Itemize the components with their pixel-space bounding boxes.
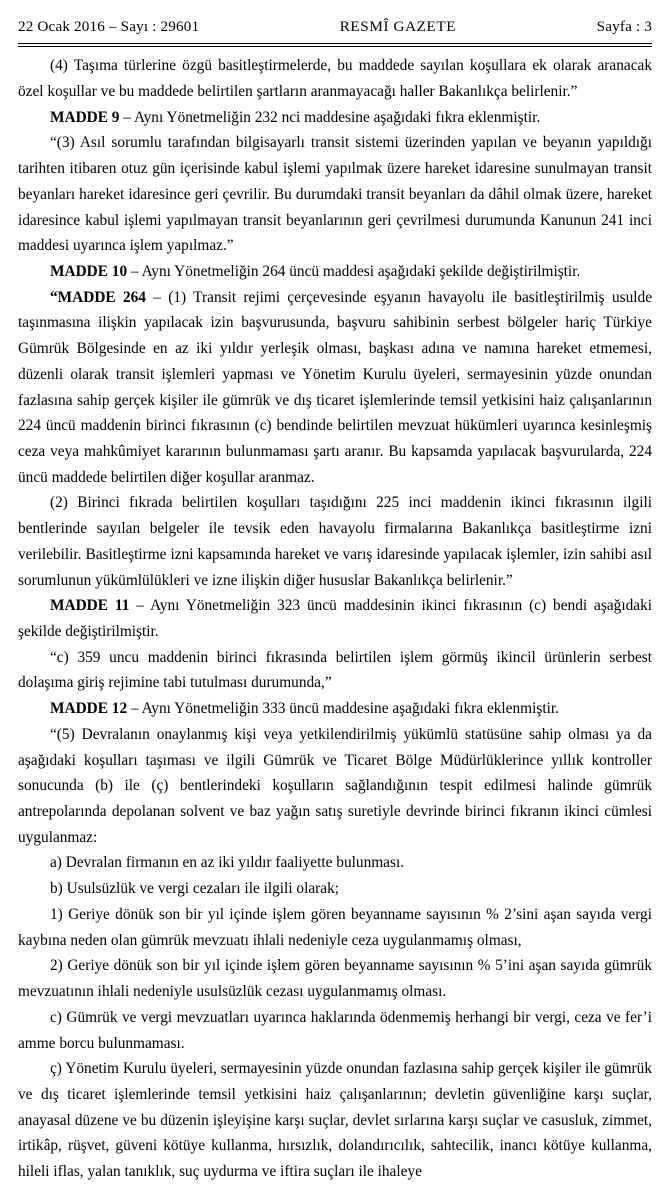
paragraph-text: “c) 359 uncu maddenin birinci fıkrasında belirtilen işlem görmüş ikincil ürünlerin serbest dolaşıma giriş rejimine tabi tutulması durumunda,” [18,648,652,692]
madde-11-heading [18,593,652,644]
paragraph-text: “(5) Devralanın onaylanmış kişi veya yetkilendirilmiş yükümlü statüsüne sahip olması ya da aşağıdaki koşulları taşıması ve ilgili Gümrük ve Ticaret Bölge Müdürlüklerince yıllık kontroller sonucunda (b) ile (ç) bentlerindeki koşulların sağlandığının tespit edilmesi halinde gümrük antrepolarında depolanan solvent ve baz yağın satış suretiyle devrinde birinci fıkranın ikinci cümlesi uygulanmaz: [18,725,652,846]
header-divider-rule [18,43,652,47]
bent-b-2 [18,953,652,1004]
madde-10-heading [18,259,652,285]
madde-9-heading [18,105,652,131]
bent-b-1 [18,902,652,953]
paragraph-text: c) Gümrük ve vergi mevzuatları uyarınca haklarında ödenmemiş herhangi bir vergi, ceza ve fer’i amme borcu bulunmaması. [18,1008,652,1052]
paragraph-text: (4) Taşıma türlerine özgü basitleştirmelerde, bu maddede sayılan koşullara ek olarak aranacak özel koşullar ve bu maddede belirtilen şartların aranmayacağı haller Bakanlıkça belirlenir.” [18,57,652,100]
paragraph-text: 2) Geriye dönük son bir yıl içinde işlem gören beyanname sayısının % 5’ini aşan sayıda gümrük mevzuatının ihlali nedeniyle usulsüzlük cezası uygulanmamış olması. [18,957,652,1001]
paragraph-text: – (1) Transit rejimi çerçevesinde eşyanın havayolu ile basitleştirilmiş usulde taşınmasına ilişkin yapılacak izin başvurusunda, başvuru sahibinin serbest bölgeler hariç Türkiye Gümrük Bölgesinde en az iki yıldır yerleşik olması, başkası adına ve namına hareket etmemesi, düzenli olarak transit işlemleri yapması ve Yönetim Kurulu üyeleri, sermayesinin yüzde onundan fazlasına sahip gerçek kişiler ile gümrük ve dış ticaret işlemlerinde temsil yetkisini haiz çalışanlarının 224 üncü maddenin birinci fıkrasının (c) bendinde belirtilen mevzuat hükümleri uyarınca kesinleşmiş ceza veya mahkûmiyet kararının bulunmaması şartı aranır. Bu kapsamda yapılacak başvurularda, 224 üncü maddede belirtilen diğer koşullar aranmaz. [18,288,653,486]
bent-c [18,1005,652,1056]
paragraph-text: b) Usulsüzlük ve vergi cezaları ile ilgili olarak; [50,880,340,898]
paragraph-text: (2) Birinci fıkrada belirtilen koşulları taşıdığını 225 inci maddenin ikinci fıkrasının ilgili bentlerinde sayılan belgeler ile tevsik eden havayolu firmalarına Bakanlıkça basitleştirme izni verilebilir. Basitleştirme izni kapsamında hareket ve varış idaresinde yapılacak işlemler, izin sahibi asıl sorumlunun yükümlülükleri ve izne ilişkin diğer hususlar Bakanlıkça belirlenir.” [18,494,652,589]
paragraph-text: 1) Geriye dönük son bir yıl içinde işlem gören beyanname sayısının % 2’sini aşan sayıda vergi kaybına neden olan gümrük mevzuatı ihlali nedeniyle ceza uygulanmamış olması, [18,905,652,949]
madde-label: “MADDE 264 [50,288,146,306]
document-body [18,53,652,1185]
paragraph-text: ç) Yönetim Kurulu üyeleri, sermayesinin yüzde onundan fazlasına sahip gerçek kişiler ile gümrük ve dış ticaret işlemlerinde temsil yetkisini haiz çalışanlarının; devletin güvenliğine karşı suçlar, anayasal düzene ve bu düzenin işleyişine karşı suçlar, devlet sırlarına karşı suçlar ve casusluk, zimmet, irtikâp, rüşvet, güveni kötüye kullanma, hırsızlık, dolandırıcılık, sahtecilik, inancı kötüye kullanma, hileli iflas, yalan tanıklık, suç uydurma ve iftira suçları ile ihaleye [18,1060,652,1181]
bent-b [18,876,652,902]
paragraph-text: – Aynı Yönetmeliğin 323 üncü maddesinin ikinci fıkrasının (c) bendi aşağıdaki şekilde değiştirilmiştir. [18,597,653,640]
madde-12-heading [18,696,652,722]
paragraph-text: – Aynı Yönetmeliğin 264 üncü maddesi aşağıdaki şekilde değiştirilmiştir. [127,262,581,280]
paragraph-text: – Aynı Yönetmeliğin 333 üncü maddesine aşağıdaki fıkra eklenmiştir. [127,700,559,718]
para-2-birinci-fikra [18,490,652,593]
para-3-asil-sorumlu [18,130,652,259]
madde-label: MADDE 11 [50,597,130,615]
paragraph-text: – Aynı Yönetmeliğin 232 nci maddesine aşağıdaki fıkra eklenmiştir. [119,108,541,126]
madde-label: MADDE 10 [50,262,128,280]
madde-label: MADDE 9 [50,108,120,126]
paragraph-text: “(3) Asıl sorumlu tarafından bilgisayarlı transit sistemi üzerinden yapılan ve beyanın yapıldığı tarihten itibaren otuz gün içerisinde kabul işlemi yapılmak üzere hareket idaresine sunulmayan transit beyanları hareket idaresince geri çevrilir. Bu durumdaki transit beyanları da dâhil olmak üzere, hareket idaresince kabul işlemi yapılmayan transit beyanlarının geri çevrilmesi durumunda Kanunun 241 inci maddesi uyarınca işlem yapılmaz.” [18,134,652,255]
header-publication-title: RESMÎ GAZETE [339,18,457,35]
paragraph-text: a) Devralan firmanın en az iki yıldır faaliyette bulunması. [50,854,405,872]
madde-264-body [18,285,652,491]
madde-label: MADDE 12 [50,700,128,718]
header-date-issue: 22 Ocak 2016 – Sayı : 29601 [18,18,200,35]
bent-c-359 [18,645,652,696]
para-4-tasima [18,53,652,104]
page-header [18,0,652,40]
bent-a [18,850,652,876]
bent-c-cedilla [18,1056,652,1185]
header-page-number: Sayfa : 3 [596,18,652,35]
para-5-devralan [18,722,652,851]
